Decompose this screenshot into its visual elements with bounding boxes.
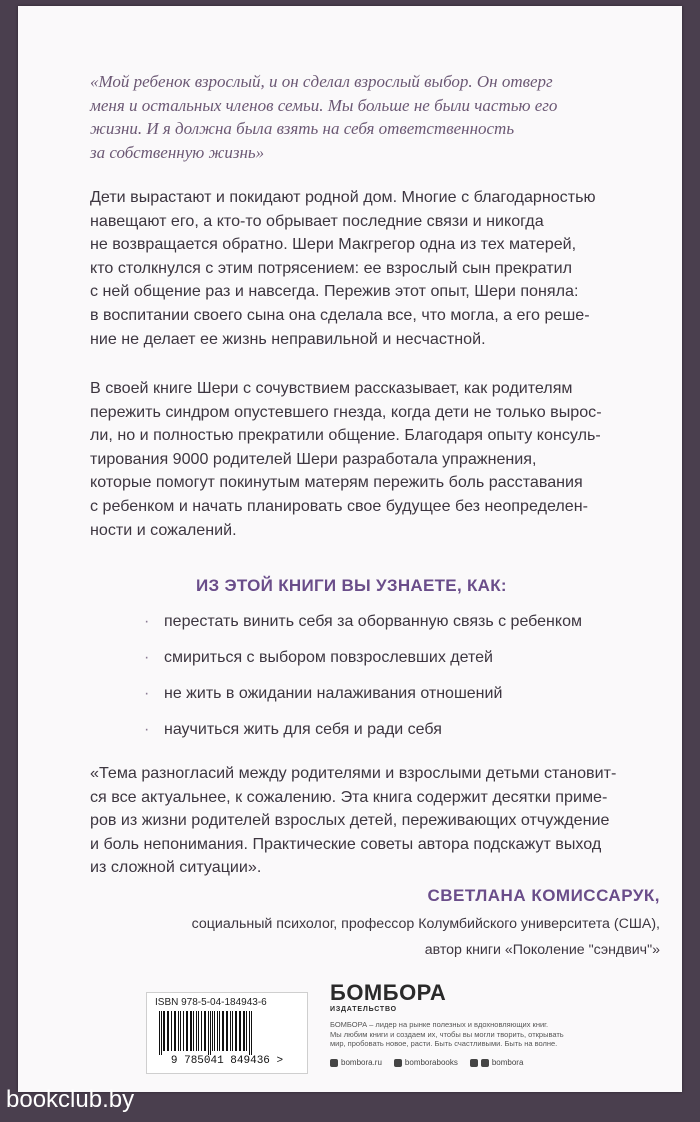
text-line: в воспитании своего сына она сделала все, что могла, а его реше- [90,305,590,324]
barcode-bar [180,1011,181,1051]
bullet-icon: · [144,685,150,702]
vk-icon [481,1059,489,1067]
barcode-bar [190,1011,192,1051]
barcode-bar [159,1011,160,1055]
bullet-icon: · [144,649,150,666]
barcode-bar [167,1011,169,1051]
text-line: пережить синдром опустевшего гнезда, когда дети не только вырос- [90,402,602,421]
social-link-text: bombora.ru [341,1058,382,1067]
text-line: с ребенком и начать планировать свое будущее без неопределен- [90,496,588,515]
barcode-bar [217,1011,218,1051]
isbn-label: ISBN 978-5-04-184943-6 [155,997,267,1008]
text-line: ние не делает ее жизнь неправильной и несчастной. [90,329,486,348]
text-line: тирования 9000 родителей Шери разработала упражнения, [90,449,537,468]
text-line: «Тема разногласий между родителями и взрослыми детьми становит- [90,764,617,782]
description-paragraph-1 [90,186,660,351]
text-line: мир, пробовать новое, расти. Быть счастливыми. Быть на волне. [330,1039,558,1048]
barcode [146,992,308,1074]
list-item-text: перестать винить себя за оборванную связь с ребенком [164,613,582,630]
review-author-book: автор книги «Поколение "сэндвич"» [424,942,660,958]
barcode-bar [235,1011,237,1051]
text-line: БОМБОРА – лидер на рынке полезных и вдохновляющих книг. [330,1020,549,1029]
publisher-subtitle: ИЗДАТЕЛЬСТВО [330,1006,397,1013]
barcode-bar [251,1011,252,1055]
quote-line: меня и остальных членов семьи. Мы больше не были частью его [90,95,558,115]
text-line: ли, но и полностью прекратили общение. Благодаря опыту консуль- [90,426,601,445]
barcode-bar [243,1011,245,1051]
text-line: навещают его, а кто-то обрывает последние связи и никогда [90,211,544,230]
review-author-role: социальный психолог, профессор Колумбийского университета (США), [191,916,660,932]
barcode-bar [198,1011,199,1051]
barcode-bar [204,1011,206,1051]
barcode-bar [232,1011,233,1051]
publisher-description [330,1020,670,1049]
opening-quote [90,70,680,164]
barcode-bar [171,1011,172,1051]
barcode-bar [210,1011,211,1055]
list-item [144,718,582,754]
review-quote [90,762,662,880]
learn-list [144,610,582,754]
barcode-bar [226,1011,228,1051]
list-item-text: не жить в ожидании налаживания отношений [164,685,503,702]
publisher-social-links [330,1058,523,1067]
social-link-telegram[interactable] [470,1058,524,1067]
barcode-bar [219,1011,220,1051]
barcode-bar [249,1011,250,1055]
barcode-bar [212,1011,213,1051]
quote-line: «Мой ребенок взрослый, и он сделал взрослый выбор. Он отверг [90,72,553,91]
barcode-bar [183,1011,184,1051]
text-line: ся все актуальнее, к сожалению. Эта книга содержит десятки приме- [90,787,608,806]
barcode-bar [222,1011,224,1051]
barcode-bar [196,1011,197,1051]
text-line: с ней общение раз и навсегда. Пережив этот опыт, Шери поняла: [90,282,579,301]
barcode-bar [246,1011,247,1051]
text-line: ров из жизни родителей взрослых детей, переживающих отчуждение [90,811,610,830]
barcode-bar [186,1011,188,1051]
bullet-icon: · [144,613,150,630]
text-line: кто столкнулся с этим потрясением: ее взрослый сын прекратил [90,258,572,277]
watermark: bookclub.by [6,1086,135,1113]
barcode-bar [214,1011,215,1051]
telegram-icon [470,1059,478,1067]
text-line: Мы любим книги и создаем их, чтобы вы могли творить, открывать [330,1029,564,1039]
quote-line: жизни. И я должна была взять на себя ответственность [90,119,515,139]
book-back-cover [18,6,682,1092]
barcode-bar [230,1011,231,1051]
barcode-bar [193,1011,194,1051]
text-line: из сложной ситуации». [90,858,262,877]
text-line: В своей книге Шери с сочувствием рассказывает, как родителям [90,379,573,397]
barcode-bars [157,1011,297,1055]
barcode-bar [161,1011,162,1055]
learn-heading: ИЗ ЭТОЙ КНИГИ ВЫ УЗНАЕТЕ, КАК: [196,576,507,595]
social-link-website[interactable] [330,1058,382,1067]
barcode-bar [201,1011,202,1051]
text-line: не возвращается обратно. Шери Макгрегор одна из тех матерей, [90,235,577,254]
barcode-bar [174,1011,176,1051]
barcode-bar [239,1011,241,1051]
list-item [144,610,582,646]
barcode-bar [208,1011,209,1055]
barcode-digits: 9 785041 849436 > [170,1055,284,1067]
globe-icon [330,1059,338,1067]
quote-line: за собственную жизнь» [90,142,265,162]
list-item-text: научиться жить для себя и ради себя [164,721,442,738]
text-line: ности и сожалений. [90,520,237,539]
text-line: которые помогут покинутым матерям пережить боль расставания [90,473,583,492]
barcode-bar [163,1011,165,1051]
instagram-icon [394,1059,402,1067]
social-link-text: bombora [491,1058,524,1067]
social-link-text: bomborabooks [404,1058,458,1067]
text-line: Дети вырастают и покидают родной дом. Многие с благодарностью [90,188,596,206]
barcode-bar [178,1011,179,1051]
list-item [144,646,582,682]
publisher-logo: БОМБОРА [330,980,447,1005]
review-author-name: СВЕТЛАНА КОМИССАРУК, [427,886,660,905]
text-line: и боль непонимания. Практические советы автора подскажут выход [90,834,602,853]
description-paragraph-2 [90,377,660,542]
social-link-instagram[interactable] [394,1058,458,1067]
bullet-icon: · [144,721,150,738]
list-item [144,682,582,718]
list-item-text: смириться с выбором повзрослевших детей [164,649,493,666]
